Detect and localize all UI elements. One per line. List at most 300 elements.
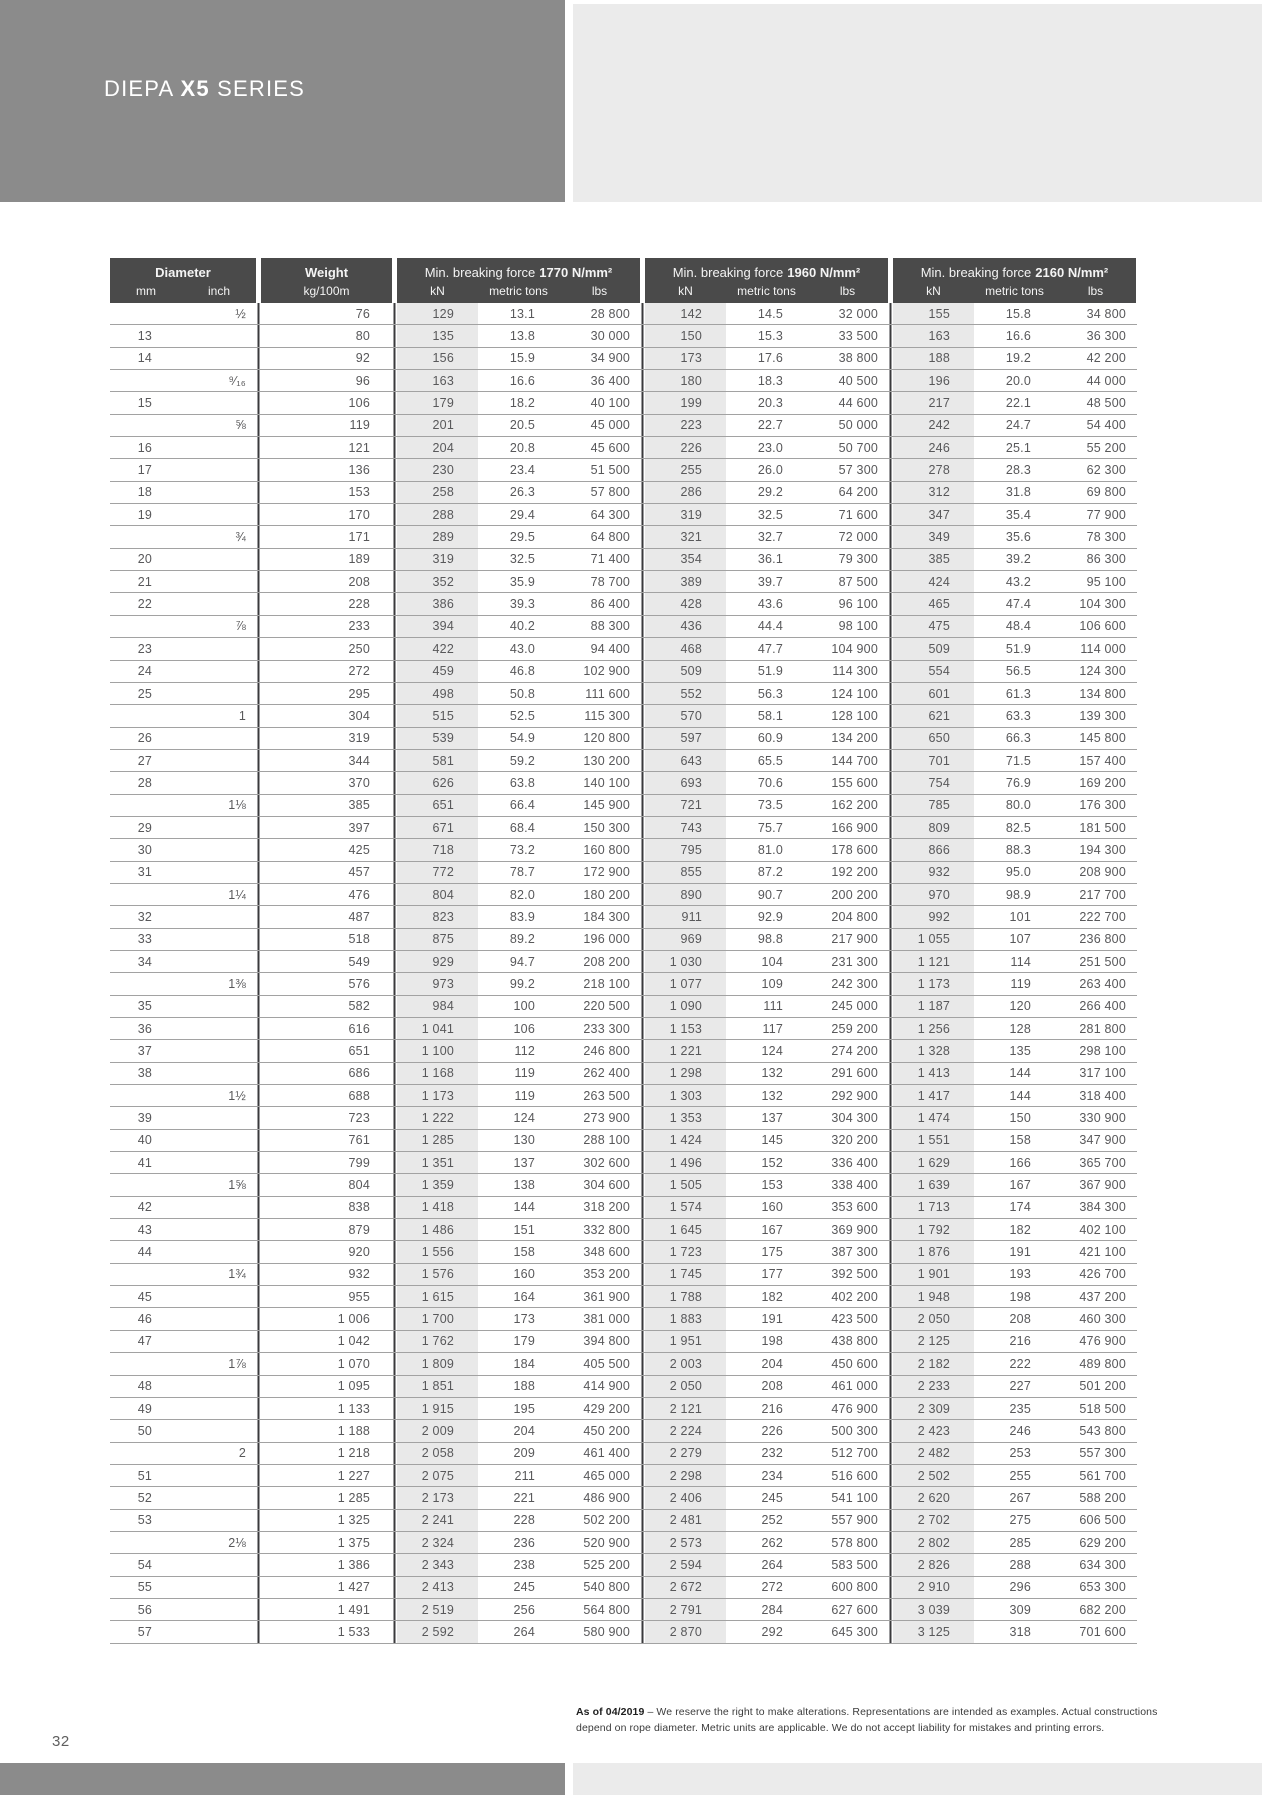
table-cell: 54.9 [509, 731, 535, 746]
table-cell: 1 042 [337, 1334, 370, 1349]
table-cell: 204 [513, 1423, 535, 1438]
page-title [104, 76, 305, 102]
table-row [110, 1599, 1137, 1621]
table-cell: 336 400 [831, 1155, 878, 1170]
table-cell: 468 [645, 638, 726, 659]
table-cell: 40 [137, 1133, 152, 1148]
table-cell: 1 951 [645, 1331, 726, 1352]
table-cell: 25.1 [1005, 440, 1031, 455]
table-cell: 28.3 [1005, 463, 1031, 478]
table-cell: 233 [348, 619, 370, 634]
table-cell: 264 [513, 1624, 535, 1639]
table-cell: 370 [348, 775, 370, 790]
table-cell: 1⅛ [228, 798, 246, 813]
table-cell: 124 300 [1079, 664, 1126, 679]
table-cell: 543 800 [1079, 1423, 1126, 1438]
table-cell: 320 200 [831, 1133, 878, 1148]
table-cell: 2 233 [893, 1376, 974, 1397]
table-cell: 386 [397, 593, 478, 614]
table-cell: 176 300 [1079, 798, 1126, 813]
table-cell: 18.2 [509, 396, 535, 411]
table-cell [110, 370, 182, 391]
table-cell: 2 594 [645, 1554, 726, 1575]
table-cell: 48 [137, 1379, 152, 1394]
table-cell: 32 [137, 909, 152, 924]
table-cell: 272 [348, 664, 370, 679]
table-cell [182, 929, 256, 950]
table-cell: 109 [761, 976, 783, 991]
table-cell: 173 [513, 1312, 535, 1327]
table-cell [182, 325, 256, 346]
table-cell: 174 [1009, 1200, 1031, 1215]
table-cell: 761 [348, 1133, 370, 1148]
table-cell: 1 325 [337, 1513, 370, 1528]
table-cell: 39.7 [757, 574, 783, 589]
table-cell: 23.4 [509, 463, 535, 478]
table-cell: 2 324 [397, 1532, 478, 1553]
table-cell: 65.5 [757, 753, 783, 768]
table-cell: 273 900 [583, 1111, 630, 1126]
table-cell: 29.2 [757, 485, 783, 500]
table-cell: 104 300 [1079, 597, 1126, 612]
table-cell: 601 [893, 683, 974, 704]
table-cell: 600 800 [831, 1580, 878, 1595]
table-cell: 129 [397, 303, 478, 324]
table-cell: 226 [645, 437, 726, 458]
table-cell: 144 [513, 1200, 535, 1215]
table-cell: 1 629 [893, 1152, 974, 1173]
table-cell: 348 600 [583, 1245, 630, 1260]
table-cell: 120 [1009, 999, 1031, 1014]
table-cell: 47.4 [1005, 597, 1031, 612]
table-cell: 98.8 [757, 932, 783, 947]
table-row [110, 728, 1137, 750]
table-cell: 1 070 [337, 1356, 370, 1371]
table-cell: 124 100 [831, 686, 878, 701]
table-cell: 1 006 [337, 1312, 370, 1327]
table-cell: 114 [1010, 954, 1031, 969]
table-cell: 561 700 [1079, 1468, 1126, 1483]
table-cell: 2 309 [893, 1398, 974, 1419]
table-cell: 211 [514, 1468, 535, 1483]
table-cell: 56.3 [757, 686, 783, 701]
table-cell: 804 [348, 1178, 370, 1193]
table-cell: 588 200 [1079, 1490, 1126, 1505]
table-cell: 160 [761, 1200, 783, 1215]
table-cell: ⁹⁄₁₆ [228, 373, 246, 388]
table-cell [182, 862, 256, 883]
table-row [110, 772, 1137, 794]
table-cell: 63.8 [509, 775, 535, 790]
table-cell: 754 [893, 772, 974, 793]
table-cell: 35.6 [1005, 530, 1031, 545]
table-cell: 671 [397, 817, 478, 838]
table-cell: 189 [348, 552, 370, 567]
table-cell: 96 [355, 373, 370, 388]
table-cell: 50 700 [838, 440, 878, 455]
table-cell: 2 182 [893, 1353, 974, 1374]
table-cell: 263 500 [583, 1088, 630, 1103]
table-cell: 228 [513, 1513, 535, 1528]
table-cell: 1 762 [397, 1331, 478, 1352]
table-cell: 597 [645, 728, 726, 749]
table-cell: 18 [137, 485, 152, 500]
table-row [110, 1443, 1137, 1465]
table-cell: 1 574 [645, 1197, 726, 1218]
subheader-kn-2160: kN [893, 282, 974, 303]
table-cell: 19 [137, 507, 152, 522]
table-cell: 516 600 [831, 1468, 878, 1483]
table-cell: 57 300 [838, 463, 878, 478]
table-cell: 1 615 [397, 1286, 478, 1307]
table-cell: 274 200 [831, 1044, 878, 1059]
col-group-force-2160 [893, 258, 1136, 282]
table-cell: 94 400 [590, 641, 630, 656]
table-cell: 79 300 [838, 552, 878, 567]
table-cell: 208 900 [1079, 865, 1126, 880]
table-cell: 1 359 [397, 1174, 478, 1195]
table-cell: 1 041 [397, 1018, 478, 1039]
table-cell: 1 723 [645, 1241, 726, 1262]
table-cell: 98.9 [1005, 887, 1031, 902]
table-cell: 275 [1009, 1513, 1031, 1528]
table-cell: 344 [348, 753, 370, 768]
table-cell: 570 [645, 705, 726, 726]
table-cell: 31 [137, 865, 152, 880]
table-cell: 86 400 [590, 597, 630, 612]
table-cell: 82.5 [1005, 820, 1031, 835]
table-cell: 71.5 [1005, 753, 1031, 768]
table-cell: 512 700 [831, 1446, 878, 1461]
table-cell: 338 400 [831, 1178, 878, 1193]
table-cell: 309 [1009, 1602, 1031, 1617]
table-cell: 35 [137, 999, 152, 1014]
col-group-weight: Weight [261, 258, 392, 282]
table-cell [110, 884, 182, 905]
table-cell: 246 [893, 437, 974, 458]
table-cell: 64 300 [590, 507, 630, 522]
table-cell: 2 003 [645, 1353, 726, 1374]
table-row [110, 1063, 1137, 1085]
table-row [110, 1174, 1137, 1196]
table-cell [182, 1018, 256, 1039]
table-cell: 955 [348, 1289, 370, 1304]
table-cell: 486 900 [583, 1490, 630, 1505]
table-cell: 369 900 [831, 1222, 878, 1237]
table-cell: 405 500 [583, 1356, 630, 1371]
table-cell: 1 883 [645, 1308, 726, 1329]
table-cell [182, 772, 256, 793]
table-cell: 288 100 [583, 1133, 630, 1148]
table-cell: 55 [137, 1580, 152, 1595]
table-cell: 385 [893, 549, 974, 570]
table-cell [110, 973, 182, 994]
table-cell: 88.3 [1005, 842, 1031, 857]
table-cell [182, 906, 256, 927]
table-cell: 606 500 [1079, 1513, 1126, 1528]
table-row [110, 817, 1137, 839]
table-cell [182, 951, 256, 972]
table-cell: 51 500 [590, 463, 630, 478]
table-cell: 804 [397, 884, 478, 905]
table-cell: 920 [348, 1245, 370, 1260]
table-cell: 809 [893, 817, 974, 838]
table-cell: ⅞ [235, 619, 246, 634]
table-cell: 718 [397, 839, 478, 860]
table-cell: 227 [1009, 1379, 1031, 1394]
table-cell: 557 300 [1079, 1446, 1126, 1461]
table-cell: 1 474 [893, 1107, 974, 1128]
table-cell: 153 [761, 1178, 783, 1193]
table-cell: 194 300 [1079, 842, 1126, 857]
table-cell: 2 620 [893, 1487, 974, 1508]
table-row [110, 549, 1137, 571]
table-cell: 52 [137, 1490, 152, 1505]
table-cell: 77 900 [1086, 507, 1126, 522]
table-cell: 32.5 [509, 552, 535, 567]
table-cell: 33 500 [838, 329, 878, 344]
table-cell: 204 800 [831, 909, 878, 924]
table-cell: 1¾ [228, 1267, 246, 1282]
table-cell: 196 000 [583, 932, 630, 947]
table-cell: 94.7 [509, 954, 535, 969]
table-cell: 501 200 [1079, 1379, 1126, 1394]
table-cell: 242 [893, 415, 974, 436]
table-row [110, 1487, 1137, 1509]
table-cell: 518 [348, 932, 370, 947]
table-cell: 365 700 [1079, 1155, 1126, 1170]
table-cell: 2 050 [645, 1376, 726, 1397]
table-cell: 1 496 [645, 1152, 726, 1173]
table-cell: 1 188 [337, 1423, 370, 1438]
table-cell: 53 [137, 1513, 152, 1528]
footer-bar-light [573, 1763, 1262, 1795]
table-cell: 682 200 [1079, 1602, 1126, 1617]
table-cell: 39.2 [1005, 552, 1031, 567]
table-cell: 582 [348, 999, 370, 1014]
table-cell [110, 1264, 182, 1285]
table-cell: 171 [348, 530, 370, 545]
table-cell: 1 221 [645, 1040, 726, 1061]
table-cell: 2 672 [645, 1577, 726, 1598]
table-cell: 44 600 [838, 396, 878, 411]
table-cell: 347 900 [1079, 1133, 1126, 1148]
table-row [110, 1510, 1137, 1532]
table-row [110, 973, 1137, 995]
table-cell: 554 [893, 661, 974, 682]
table-cell: 520 900 [583, 1535, 630, 1550]
table-cell: 136 [348, 463, 370, 478]
table-cell: 1 298 [645, 1063, 726, 1084]
table-cell: 169 200 [1079, 775, 1126, 790]
table-cell [110, 1532, 182, 1553]
table-cell: 124 [513, 1111, 535, 1126]
table-cell: 394 800 [583, 1334, 630, 1349]
table-cell: 246 [1009, 1423, 1031, 1438]
table-cell [182, 1577, 256, 1598]
table-cell: 245 [761, 1490, 783, 1505]
table-cell: 98 100 [838, 619, 878, 634]
table-cell [182, 437, 256, 458]
table-cell: 47 [137, 1334, 152, 1349]
table-cell: 71 400 [590, 552, 630, 567]
table-cell: 208 200 [583, 954, 630, 969]
table-cell: 199 [645, 392, 726, 413]
table-cell: 164 [513, 1289, 535, 1304]
table-cell: 218 100 [583, 976, 630, 991]
table-cell: 319 [645, 504, 726, 525]
table-cell: 2 343 [397, 1554, 478, 1575]
table-cell: 465 [893, 593, 974, 614]
table-cell: 38 [137, 1066, 152, 1081]
table-cell: 166 [1009, 1155, 1031, 1170]
table-cell: 855 [645, 862, 726, 883]
table-cell: 743 [645, 817, 726, 838]
table-cell: 36.1 [757, 552, 783, 567]
table-row [110, 683, 1137, 705]
table-cell: 155 600 [831, 775, 878, 790]
table-cell: 291 600 [831, 1066, 878, 1081]
table-cell: 106 600 [1079, 619, 1126, 634]
table-cell: 1⅝ [228, 1178, 246, 1193]
table-cell: 1 417 [893, 1085, 974, 1106]
table-cell: 459 [397, 661, 478, 682]
table-cell: 1 745 [645, 1264, 726, 1285]
table-cell: 242 300 [831, 976, 878, 991]
table-row [110, 1241, 1137, 1263]
table-cell: 686 [348, 1066, 370, 1081]
table-cell: 150 300 [583, 820, 630, 835]
table-cell: 78.7 [509, 865, 535, 880]
table-cell: 3 039 [893, 1599, 974, 1620]
table-row [110, 951, 1137, 973]
subheader-mm: mm [110, 282, 182, 303]
table-cell: 509 [645, 661, 726, 682]
table-cell: 1 809 [397, 1353, 478, 1374]
table-row [110, 1018, 1137, 1040]
table-cell: 63.3 [1005, 708, 1031, 723]
table-cell: 134 800 [1079, 686, 1126, 701]
subheader-metric-tons-1960: metric tons [726, 282, 807, 303]
table-cell: 139 300 [1079, 708, 1126, 723]
table-cell: 317 100 [1079, 1066, 1126, 1081]
table-row [110, 929, 1137, 951]
table-row [110, 415, 1137, 437]
table-cell [182, 1197, 256, 1218]
table-cell: 17 [137, 463, 152, 478]
table-cell: 1 090 [645, 996, 726, 1017]
table-cell: 96 100 [838, 597, 878, 612]
header-banner-light [573, 4, 1262, 202]
subheader-inch: inch [182, 282, 256, 303]
table-cell: 1 121 [893, 951, 974, 972]
table-cell: 1½ [228, 1088, 246, 1103]
table-cell: 353 600 [831, 1200, 878, 1215]
table-cell: 222 700 [1079, 909, 1126, 924]
table-cell: 252 [761, 1513, 783, 1528]
table-cell: 423 500 [831, 1312, 878, 1327]
table-cell: 216 [761, 1401, 783, 1416]
table-cell: 330 900 [1079, 1111, 1126, 1126]
table-cell: 489 800 [1079, 1356, 1126, 1371]
table-row [110, 325, 1137, 347]
table-cell: 100 [513, 999, 535, 1014]
table-cell: 1 491 [337, 1602, 370, 1617]
table-cell: 21 [137, 574, 152, 589]
table-cell [182, 1107, 256, 1128]
table-cell: 1 168 [397, 1063, 478, 1084]
table-cell: 292 [761, 1624, 783, 1639]
table-row [110, 1621, 1137, 1643]
table-cell: 150 [1009, 1111, 1031, 1126]
table-cell: 402 200 [831, 1289, 878, 1304]
table-cell: 235 [1009, 1401, 1031, 1416]
table-cell: 2 482 [893, 1443, 974, 1464]
table-cell: 626 [397, 772, 478, 793]
table-cell: 70.6 [757, 775, 783, 790]
table-cell: 1 424 [645, 1130, 726, 1151]
table-cell: 394 [397, 616, 478, 637]
table-cell: 50 [137, 1423, 152, 1438]
table-cell: 221 [513, 1490, 535, 1505]
table-cell: 128 100 [831, 708, 878, 723]
table-cell: 95.0 [1005, 865, 1031, 880]
table-cell: 285 [1009, 1535, 1031, 1550]
table-cell: 58.1 [757, 708, 783, 723]
table-cell [182, 817, 256, 838]
table-cell: 18.3 [757, 373, 783, 388]
table-cell: 1⅞ [228, 1356, 246, 1371]
table-cell: 795 [645, 839, 726, 860]
table-cell: 651 [397, 795, 478, 816]
table-cell [182, 1219, 256, 1240]
table-cell: 772 [397, 862, 478, 883]
table-cell [182, 1621, 256, 1642]
table-cell: 64 800 [590, 530, 630, 545]
table-cell: 367 900 [1079, 1178, 1126, 1193]
table-cell: 318 200 [583, 1200, 630, 1215]
table-cell: 721 [645, 795, 726, 816]
table-cell: 518 500 [1079, 1401, 1126, 1416]
table-cell: 25 [137, 686, 152, 701]
table-cell: 178 600 [831, 842, 878, 857]
table-cell: 1 915 [397, 1398, 478, 1419]
table-cell: 81.0 [757, 842, 783, 857]
table-cell: 155 [893, 303, 974, 324]
subheader-metric-tons-2160: metric tons [974, 282, 1055, 303]
table-cell: 422 [397, 638, 478, 659]
table-cell: 56 [137, 1602, 152, 1617]
table-cell: 223 [645, 415, 726, 436]
table-cell: 47.7 [757, 641, 783, 656]
table-cell: 72 000 [838, 530, 878, 545]
table-cell: 23.0 [757, 440, 783, 455]
table-cell: 51.9 [757, 664, 783, 679]
page-title-suffix: SERIES [209, 76, 306, 101]
table-row [110, 303, 1137, 325]
table-cell: 66.3 [1005, 731, 1031, 746]
table-cell: 429 200 [583, 1401, 630, 1416]
table-cell: 130 [513, 1133, 535, 1148]
table-cell: 1 328 [893, 1040, 974, 1061]
table-cell: 200 200 [831, 887, 878, 902]
table-cell [182, 1465, 256, 1486]
table-row [110, 482, 1137, 504]
table-cell: 2 870 [645, 1621, 726, 1642]
table-cell: 20.8 [509, 440, 535, 455]
table-cell: 1 218 [337, 1446, 370, 1461]
table-cell: 785 [893, 795, 974, 816]
